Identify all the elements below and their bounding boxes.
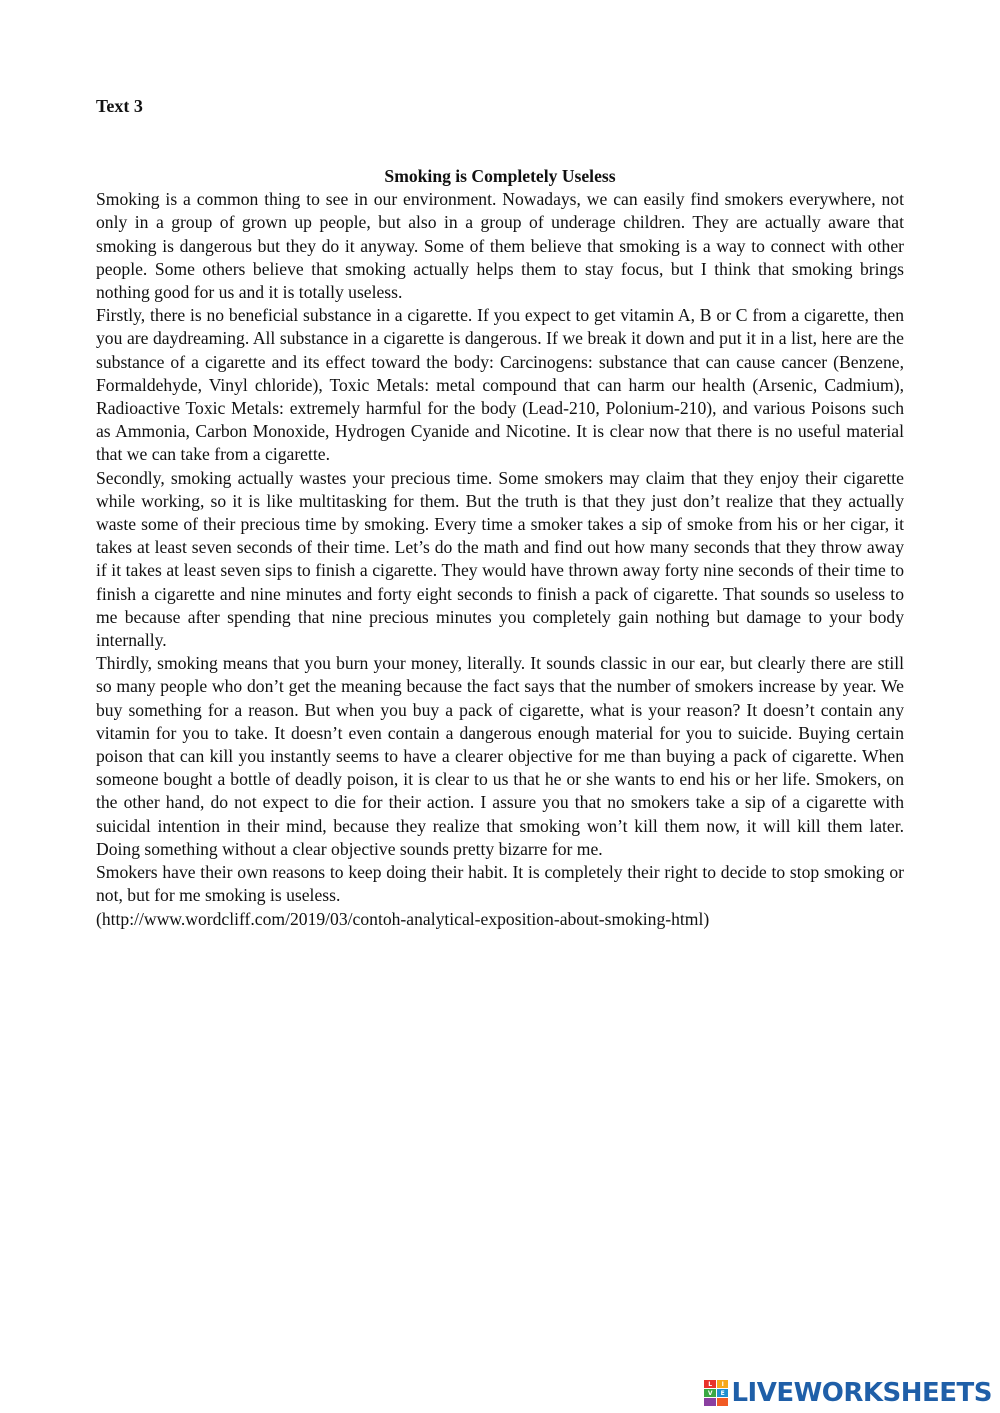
- article: [96, 165, 904, 931]
- source-citation: (http://www.wordcliff.com/2019/03/contoh-analytical-exposition-about-smoking-html): [96, 908, 710, 929]
- article-title: Smoking is Completely Useless: [384, 166, 616, 186]
- logo-cell: L: [704, 1380, 716, 1388]
- paragraph-conclusion: Smokers have their own reasons to keep doing their habit. It is completely their right to decide to stop smoking or not, but for me smoking is useless.: [96, 862, 904, 906]
- text-label: Text 3: [96, 96, 143, 116]
- paragraph-thirdly: Thirdly, smoking means that you burn your money, literally. It sounds classic in our ear, but clearly there are still so many people who don’t get the meaning because the fact says that the number of smokers increase by year. We buy something for a reason. But when you buy a pack of cigarette, what is your reason? It doesn’t contain any vitamin for you to take. It doesn’t even contain a dangerous enough material for you to suicide. Buying certain poison that can kill you instantly seems to have a clearer objective for me than buying a pack of cigarette. When someone bought a bottle of deadly poison, it is clear to us that he or she wants to end his or her life. Smokers, on the other hand, do not expect to die for their action. I assure you that no smokers take a sip of a cigarette with suicidal intention in their mind, because they realize that smoking won’t kill them now, it will kill them later. Doing something without a clear objective sounds pretty bizarre for me.: [96, 653, 904, 859]
- liveworksheets-wordmark: LIVEWORKSHEETS: [731, 1378, 992, 1408]
- paragraph-secondly: Secondly, smoking actually wastes your precious time. Some smokers may claim that they enjoy their cigarette while working, so it is like multitasking for them. But the truth is that they just don’t realize that they actually waste some of their precious time by smoking. Every time a smoker takes a sip of smoke from his or her cigar, it takes at least seven seconds of their time. Let’s do the math and find out how many seconds that they throw away if it takes at least seven sips to finish a cigarette. They would have thrown away forty nine seconds of their time to finish a cigarette and nine minutes and forty eight seconds to finish a pack of cigarette. That sounds so useless to me because after spending that nine precious minutes you completely gain nothing but damage to your body internally.: [96, 467, 904, 651]
- liveworksheets-brand: [704, 1380, 992, 1406]
- logo-cell: V: [704, 1389, 716, 1397]
- paragraph-firstly: Firstly, there is no beneficial substance in a cigarette. If you expect to get vitamin A, B or C from a cigarette, then you are daydreaming. All substance in a cigarette is dangerous. If we break it down and put it in a list, here are the substance of a cigarette and its effect toward the body: Carcinogens: substance that can cause cancer (Benzene, Formaldehyde, Vinyl chloride), Toxic Metals: metal compound that can harm our health (Arsenic, Cadmium), Radioactive Toxic Metals: extremely harmful for the body (Lead-210, Polonium-210), and various Poisons such as Ammonia, Carbon Monoxide, Hydrogen Cyanide and Nicotine. It is clear now that there is no useful material that we can take from a cigarette.: [96, 305, 904, 465]
- paragraph-intro: Smoking is a common thing to see in our environment. Nowadays, we can easily find smokers everywhere, not only in a group of grown up people, but also in a group of underage children. They are actually aware that smoking is dangerous but they do it anyway. Some of them believe that smoking is a way to connect with other people. Some others believe that smoking actually helps them to stay focus, but I think that smoking brings nothing good for us and it is totally useless.: [96, 189, 904, 303]
- liveworksheets-logo-icon: [704, 1380, 728, 1406]
- logo-cell: [704, 1398, 716, 1406]
- logo-cell: I: [717, 1380, 729, 1388]
- logo-cell: [717, 1398, 729, 1406]
- logo-cell: E: [717, 1389, 729, 1397]
